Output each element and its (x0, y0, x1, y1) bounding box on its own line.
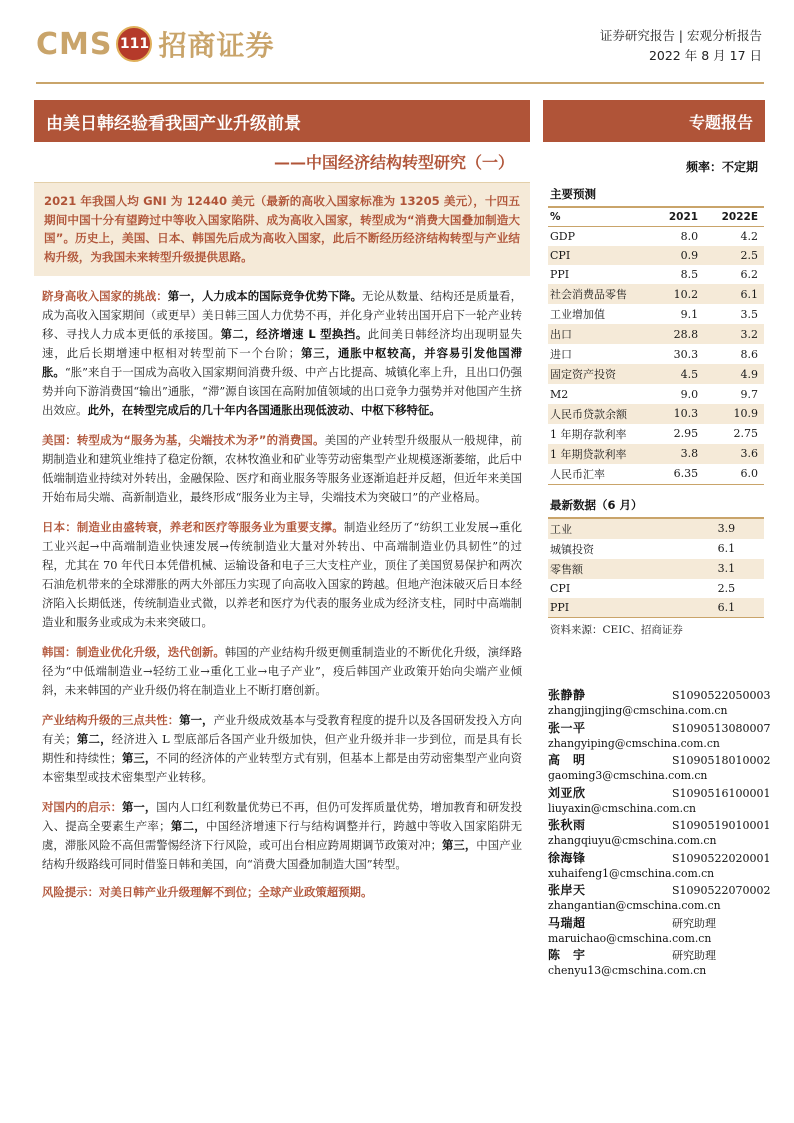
forecast-value: 3.2 (704, 324, 764, 344)
forecast-indicator: CPI (548, 246, 653, 265)
latest-data-row (548, 559, 764, 579)
body-text: 经济进入 L 型底部后各国产业升级加快，但产业升级并非一步到位，而是具有长期性和持续性； (42, 732, 522, 766)
latest-data-table (548, 517, 764, 618)
analyst-name: 马瑞超 (548, 915, 586, 930)
body-text: 国内人口红利数量优势已不再，但仍可发挥质量优势，增加教育和研发投入、提高全要素生产率； (42, 800, 522, 834)
analyst-row (548, 816, 771, 833)
forecast-row (548, 265, 764, 284)
analyst-cert-id: 研究助理 (672, 916, 716, 930)
bold-point: 第三， (121, 751, 157, 766)
analyst-entry (548, 816, 771, 849)
forecast-value: 0.9 (653, 246, 704, 265)
forecast-row (548, 444, 764, 464)
analyst-entry (548, 849, 771, 882)
analyst-name: 张秋雨 (548, 818, 586, 832)
section-title: 产业结构升级的三点共性： (42, 713, 180, 728)
forecast-indicator: M2 (550, 387, 569, 401)
header-meta (600, 26, 762, 66)
analyst-row (548, 881, 771, 898)
data-source: 资料来源：CEIC、招商证券 (550, 623, 683, 636)
summary-box: 2021 年我国人均 GNI 为 12440 美元（最新的高收入国家标准为 13205 美元），十四五期间中国十分有望跨过中等收入国家陷阱、成为高收入国家，转型成为“消费大国叠加制造大国”。历史上，美国、日本、韩国先后成为高收入国家，此后不断经历经济结构转型与产业结构升级，为我国未来转型升级提供思路。 (34, 182, 530, 276)
forecast-row (548, 464, 764, 485)
analyst-name: 高 明 (548, 753, 586, 767)
forecast-row (548, 284, 764, 304)
latest-data-title: 最新数据（6 月） (550, 497, 643, 512)
body-text: 无论从数量、结构还是质量看，成为高收入国家期间（或更早）美日韩三国人力优势不再，并化身产业转出国开启下一轮产业转移、寻找人力成本更低的承接国。 (42, 289, 522, 342)
latest-data-row (548, 539, 764, 559)
forecast-indicator: 人民币贷款余额 (548, 404, 653, 424)
forecast-row (548, 344, 764, 364)
forecast-header-row (548, 207, 764, 227)
logo-cms-text: CMS (36, 26, 113, 62)
report-subtitle: ——中国经济结构转型研究（一） (273, 153, 514, 172)
latest-value: 2.5 (717, 581, 736, 595)
forecast-row (548, 227, 764, 246)
forecast-row (548, 246, 764, 265)
section-usa (34, 431, 530, 507)
forecast-value: 30.3 (673, 347, 699, 361)
logo-emblem-icon: 111 (116, 26, 152, 62)
forecast-value: 2.75 (733, 427, 758, 441)
latest-value: 3.9 (678, 518, 764, 539)
body-text: “胀”来自于一国成为高收入国家期间消费升级、中产占比提高、城镇化率上升，且出口仍强势并向下游消费国“输出”通胀，“滞”源自该国在高附加值领域的出口竞争力强势并对他国产生挤出效应。 (42, 365, 522, 418)
section-title: 跻身高收入国家的挑战： (42, 289, 168, 304)
latest-indicator: 工业 (548, 518, 678, 539)
forecast-header-cell: 2021 (653, 207, 704, 227)
section-title: 韩国：制造业优化升级，迭代创新。 (42, 645, 225, 660)
bold-point: 第三， (441, 838, 477, 853)
body-text: 美国的产业转型升级服从一般规律，前期制造业和建筑业维持了稳定份额，农林牧渔业和矿业等劳动密集型产业规模逐渐萎缩，此后中低端制造业持续对外转出，金融保险、医疗和商业服务等服务业逐渐追赶并反超，但近年来美国开始布局尖端、高新制造业，最终形成“服务业为主导，尖端技术为突破口”的产业格局。 (42, 433, 522, 505)
forecast-value: 4.5 (653, 364, 704, 384)
analyst-entry (548, 751, 771, 784)
forecast-value: 9.7 (740, 387, 758, 401)
section-title: 对国内的启示： (42, 800, 122, 815)
analyst-email[interactable]: gaoming3@cmschina.com.cn (548, 769, 708, 782)
analyst-name: 张岸天 (548, 883, 586, 897)
analyst-entry (548, 719, 771, 752)
analyst-cert-id: S1090519010001 (672, 819, 771, 832)
page-header (0, 0, 794, 96)
forecast-value: 8.0 (680, 229, 699, 243)
forecast-indicator: GDP (550, 229, 576, 243)
report-title: 由美日韩经验看我国产业升级前景 (46, 114, 301, 134)
bold-point: 第一， (122, 800, 157, 815)
header-divider (36, 82, 764, 84)
report-frequency: 频率：不定期 (685, 160, 758, 174)
latest-data-row (548, 598, 764, 617)
forecast-header-cell: 2022E (704, 207, 764, 227)
main-column (34, 182, 530, 900)
forecast-indicator: 工业增加值 (550, 308, 605, 322)
forecast-indicator: 1 年期贷款利率 (548, 444, 653, 464)
analyst-name: 徐海锋 (548, 850, 586, 865)
analyst-name: 陈 宇 (548, 948, 586, 962)
analyst-row (548, 751, 771, 768)
forecast-value: 28.8 (653, 324, 704, 344)
forecast-row (548, 364, 764, 384)
section-title: 日本：制造业由盛转衰，养老和医疗等服务业为重要支撑。 (42, 520, 344, 535)
body-text: 制造业经历了“纺织工业发展→重化工业兴起→中高端制造业快速发展→传统制造业大量对外转出、中高端制造业仍具韧性”的过程，尤其在 70 年代日本凭借机械、运输设备和电子三大支柱产业，顶住了美国贸易保护和两次石油危机带来的全球滞胀的两大外部压力实现了向高收入国家的跨越。但地产泡沫破灭后日本经济陷入长期低迷，传统制造业式微，以养老和医疗为代表的服务业成为经济支柱，同时中高端制造业和服务业或成为未来突破口。 (42, 520, 522, 630)
analyst-row (548, 849, 771, 866)
body-text: 不同的经济体的产业转型方式有别，但基本上都是由劳动密集型产业向资本密集型或技术密集型产业转移。 (42, 751, 522, 785)
latest-value: 6.1 (678, 598, 764, 617)
report-type-bar (543, 100, 765, 142)
forecast-value: 6.35 (653, 464, 704, 485)
analyst-row (548, 784, 771, 801)
analyst-cert-id: S1090522050003 (672, 689, 771, 702)
analyst-email[interactable]: liuyaxin@cmschina.com.cn (548, 801, 697, 815)
risk-warning: 风险提示：对美日韩产业升级理解不到位；全球产业政策超预期。 (42, 885, 373, 900)
bold-point: 第三，通胀中枢较高，并容易引发他国滞胀。 (42, 346, 522, 380)
forecast-table (548, 206, 764, 485)
analyst-email[interactable]: zhangqiuyu@cmschina.com.cn (548, 834, 717, 847)
bold-point: 第二， (170, 819, 207, 834)
forecast-indicator: 人民币汇率 (548, 464, 653, 485)
forecast-row (548, 324, 764, 344)
section-challenge (34, 287, 530, 420)
forecast-value: 4.9 (704, 364, 764, 384)
analyst-row (548, 914, 764, 931)
analyst-name: 张静静 (548, 688, 586, 702)
forecast-indicator: 社会消费品零售 (548, 284, 653, 304)
forecast-indicator: 1 年期存款利率 (550, 427, 627, 441)
forecast-value: 4.2 (740, 229, 758, 243)
report-type: 专题报告 (688, 113, 753, 132)
analyst-row (548, 946, 764, 963)
forecast-row (548, 304, 764, 324)
analyst-email[interactable]: zhangantian@cmschina.com.cn (548, 899, 721, 912)
latest-data-row (548, 518, 764, 539)
bold-point: 第二，经济增速 L 型换挡。 (220, 327, 368, 342)
analyst-email[interactable]: zhangjingjing@cmschina.com.cn (548, 704, 728, 717)
bold-point: 第二， (76, 732, 112, 747)
analyst-cert-id: S1090513080007 (672, 721, 771, 735)
latest-indicator: PPI (548, 598, 678, 617)
forecast-value: 10.2 (653, 284, 704, 304)
company-logo (36, 24, 275, 64)
forecast-indicator: 固定资产投资 (548, 364, 653, 384)
forecast-indicator: PPI (550, 268, 570, 282)
forecast-value: 8.5 (680, 268, 699, 282)
analyst-cert-id: 研究助理 (672, 949, 716, 962)
forecast-value: 6.1 (704, 284, 764, 304)
analyst-cert-id: S1090522020001 (672, 851, 771, 865)
latest-value: 3.1 (678, 559, 764, 579)
analyst-entry (548, 946, 764, 979)
logo-chinese-text: 招商证券 (158, 29, 275, 62)
report-date: 2022 年 8 月 17 日 (648, 48, 762, 63)
forecast-value: 3.8 (653, 444, 704, 464)
forecast-value: 9.0 (680, 387, 699, 401)
forecast-value: 3.5 (740, 307, 758, 321)
analyst-row (548, 686, 771, 703)
forecast-row (548, 424, 764, 444)
analyst-name: 刘亚欣 (548, 785, 586, 800)
latest-indicator: CPI (550, 581, 571, 595)
forecast-header-cell: % (548, 207, 653, 227)
analyst-entry (548, 686, 771, 719)
section-title: 美国：转型成为“服务为基，尖端技术为矛”的消费国。 (42, 433, 325, 448)
latest-indicator: 零售额 (548, 559, 678, 579)
latest-data-row (548, 579, 764, 598)
forecast-title: 主要预测 (550, 187, 596, 201)
latest-value: 6.1 (717, 542, 736, 556)
latest-indicator: 城镇投资 (550, 542, 594, 556)
forecast-value: 10.3 (653, 404, 704, 424)
body-text: 此间美日韩经济均出现明显失速，此后长期增速中枢相对转型前下一个台阶； (42, 327, 522, 361)
analyst-list (548, 686, 771, 979)
forecast-row (548, 404, 764, 424)
analyst-email[interactable]: xuhaifeng1@cmschina.com.cn (548, 866, 715, 880)
sidebar (548, 186, 764, 637)
forecast-value: 10.9 (704, 404, 764, 424)
section-japan (34, 518, 530, 632)
report-category: 证券研究报告 | 宏观分析报告 (599, 28, 762, 43)
forecast-value: 9.1 (680, 307, 699, 321)
section-common (34, 711, 530, 787)
forecast-value: 6.2 (740, 268, 758, 282)
forecast-value: 2.5 (704, 246, 764, 265)
analyst-email[interactable]: chenyu13@cmschina.com.cn (548, 964, 707, 977)
section-korea (34, 643, 530, 700)
analyst-email[interactable]: maruichao@cmschina.com.cn (548, 931, 712, 945)
bold-point: 第一， (179, 713, 214, 728)
analyst-cert-id: S1090516100001 (672, 786, 771, 800)
body-text: 产业升级成效基本与受教育程度的提升以及各国研发投入方向有关； (42, 713, 522, 747)
analyst-email[interactable]: zhangyiping@cmschina.com.cn (548, 736, 720, 750)
forecast-value: 3.6 (704, 444, 764, 464)
forecast-indicator: 进口 (550, 348, 572, 362)
forecast-value: 8.6 (740, 347, 758, 361)
forecast-row (548, 384, 764, 403)
analyst-entry (548, 914, 764, 947)
forecast-value: 6.0 (704, 464, 764, 485)
section-inspiration (34, 798, 530, 874)
analyst-cert-id: S1090518010002 (672, 754, 771, 767)
bold-point: 此外，在转型完成后的几十年内各国通胀出现低波动、中枢下移特征。 (87, 403, 441, 418)
forecast-indicator: 出口 (548, 324, 653, 344)
analyst-name: 张一平 (548, 720, 586, 735)
forecast-value: 2.95 (673, 427, 699, 441)
analyst-entry (548, 881, 771, 914)
body-text: 中国产业结构升级路线可同时借鉴日韩和美国，向“消费大国叠加制造大国”转型。 (42, 838, 522, 872)
title-bar (34, 100, 530, 142)
analyst-cert-id: S1090522070002 (672, 884, 771, 897)
bold-point: 第一，人力成本的国际竞争优势下降。 (167, 289, 363, 304)
body-text: 韩国的产业结构升级更侧重制造业的不断优化升级，演绎路径为“中低端制造业→轻纺工业→重化工业→电子产业”，疫后韩国产业政策开始向尖端产业倾斜，未来韩国的产业升级仍将在制造业上不断打磨创新。 (42, 645, 522, 698)
analyst-row (548, 719, 771, 736)
body-text: 中国经济增速下行与结构调整并行，跨越中等收入国家陷阱无虞，滞胀风险不高但需警惕经济下行风险，或可出台相应跨周期调节政策对冲； (42, 819, 522, 853)
analyst-entry (548, 784, 771, 817)
